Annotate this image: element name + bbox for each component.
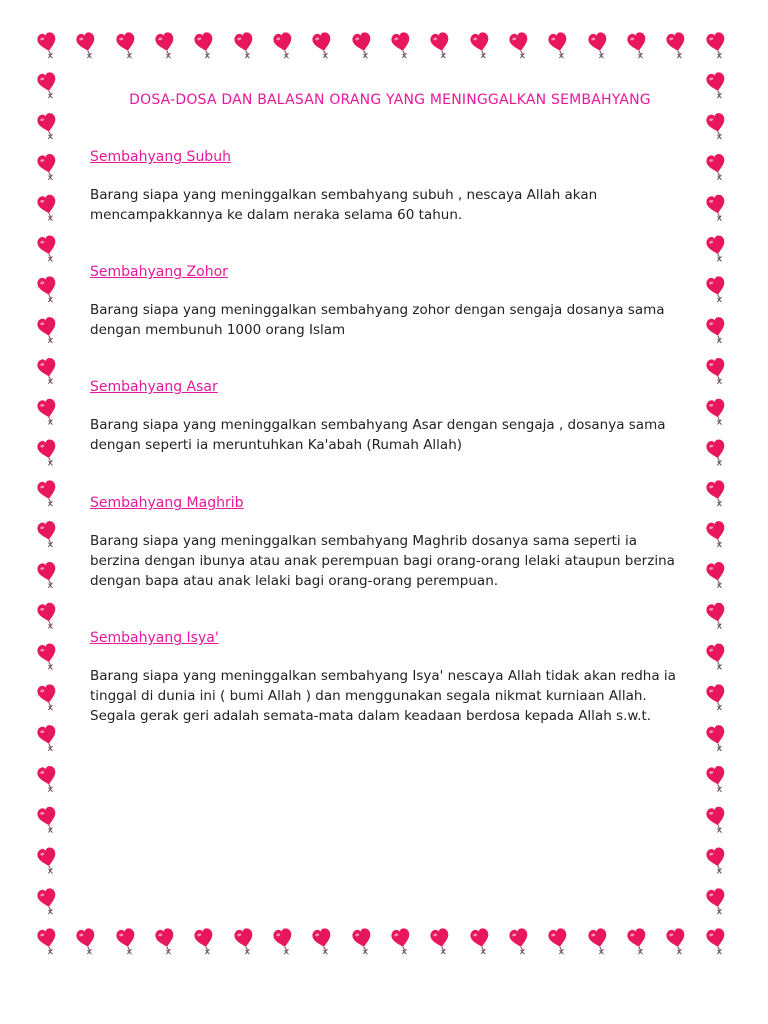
heart-balloon-icon (665, 31, 688, 60)
heart-balloon-icon (705, 520, 728, 549)
heart-balloon-icon (705, 643, 728, 672)
heart-balloon-icon (351, 927, 374, 956)
section-asar (90, 378, 690, 455)
heart-balloon-icon (193, 927, 216, 956)
heart-balloon-icon (547, 31, 570, 60)
heart-balloon-icon (705, 806, 728, 835)
section-maghrib (90, 494, 690, 591)
heart-balloon-icon (36, 357, 59, 386)
section-heading: Sembahyang Maghrib (90, 495, 244, 511)
section-heading: Sembahyang Asar (90, 379, 218, 395)
section-heading: Sembahyang Isya' (90, 630, 219, 646)
heart-balloon-icon (36, 316, 59, 345)
heart-balloon-icon (705, 847, 728, 876)
section-heading: Sembahyang Zohor (90, 264, 228, 280)
heart-balloon-icon (36, 398, 59, 427)
heart-balloon-icon (705, 316, 728, 345)
heart-balloon-icon (311, 927, 334, 956)
heart-balloon-icon (36, 927, 59, 956)
heart-balloon-icon (705, 927, 728, 956)
heart-balloon-icon (36, 439, 59, 468)
section-body: Barang siapa yang meninggalkan sembahyang Asar dengan sengaja , dosanya sama dengan seperti ia meruntuhkan Ka'abah (Rumah Allah) (90, 417, 666, 453)
heart-balloon-icon (429, 927, 452, 956)
heart-balloon-icon (705, 357, 728, 386)
heart-balloon-icon (36, 847, 59, 876)
heart-balloon-icon (705, 235, 728, 264)
heart-balloon-icon (351, 31, 374, 60)
heart-balloon-icon (36, 683, 59, 712)
heart-balloon-icon (705, 71, 728, 100)
heart-balloon-icon (705, 479, 728, 508)
heart-balloon-icon (705, 275, 728, 304)
heart-balloon-icon (508, 31, 531, 60)
heart-balloon-icon (36, 275, 59, 304)
heart-balloon-icon (115, 927, 138, 956)
heart-balloon-icon (705, 724, 728, 753)
heart-balloon-icon (587, 31, 610, 60)
heart-balloon-icon (390, 31, 413, 60)
heart-balloon-icon (36, 724, 59, 753)
section-body: Barang siapa yang meninggalkan sembahyang Isya' nescaya Allah tidak akan redha ia tinggal di dunia ini ( bumi Allah ) dan menggunakan segala nikmat kurniaan Allah. Segala gerak geri adalah semata-mata dalam keadaan berdosa kepada Allah s.w.t. (90, 668, 676, 724)
section-subuh (90, 148, 690, 225)
section-heading: Sembahyang Subuh (90, 149, 231, 165)
heart-balloon-icon (36, 31, 59, 60)
heart-balloon-icon (115, 31, 138, 60)
heart-balloon-icon (429, 31, 452, 60)
section-isya (90, 629, 690, 726)
heart-balloon-icon (705, 398, 728, 427)
section-body: Barang siapa yang meninggalkan sembahyang subuh , nescaya Allah akan mencampakkannya ke dalam neraka selama 60 tahun. (90, 187, 598, 223)
heart-balloon-icon (272, 927, 295, 956)
heart-balloon-icon (36, 765, 59, 794)
heart-balloon-icon (705, 887, 728, 916)
heart-balloon-icon (36, 235, 59, 264)
heart-balloon-icon (665, 927, 688, 956)
heart-balloon-icon (705, 194, 728, 223)
heart-balloon-icon (36, 112, 59, 141)
heart-balloon-icon (154, 31, 177, 60)
heart-balloon-icon (36, 561, 59, 590)
heart-balloon-icon (705, 439, 728, 468)
heart-balloon-icon (36, 520, 59, 549)
heart-balloon-icon (705, 153, 728, 182)
heart-balloon-icon (75, 31, 98, 60)
heart-balloon-icon (705, 765, 728, 794)
heart-balloon-icon (272, 31, 295, 60)
heart-balloon-icon (547, 927, 570, 956)
heart-balloon-icon (311, 31, 334, 60)
heart-balloon-icon (36, 806, 59, 835)
heart-balloon-icon (705, 112, 728, 141)
heart-balloon-icon (469, 927, 492, 956)
heart-balloon-icon (36, 479, 59, 508)
heart-balloon-icon (626, 31, 649, 60)
heart-balloon-icon (587, 927, 610, 956)
heart-balloon-icon (705, 683, 728, 712)
document-title: DOSA-DOSA DAN BALASAN ORANG YANG MENINGGALKAN SEMBAHYANG (129, 92, 651, 108)
document-body (90, 90, 690, 726)
heart-balloon-icon (705, 602, 728, 631)
heart-balloon-icon (233, 31, 256, 60)
heart-balloon-icon (36, 602, 59, 631)
section-body: Barang siapa yang meninggalkan sembahyang zohor dengan sengaja dosanya sama dengan membunuh 1000 orang Islam (90, 302, 665, 338)
heart-balloon-icon (36, 153, 59, 182)
heart-balloon-icon (36, 194, 59, 223)
section-body: Barang siapa yang meninggalkan sembahyang Maghrib dosanya sama seperti ia berzina dengan ibunya atau anak perempuan bagi orang-orang lelaki ataupun berzina dengan bapa atau anak lelaki bagi orang-orang perempuan. (90, 533, 675, 589)
heart-balloon-icon (705, 561, 728, 590)
heart-balloon-icon (508, 927, 531, 956)
heart-balloon-icon (36, 71, 59, 100)
heart-balloon-icon (469, 31, 492, 60)
heart-balloon-icon (390, 927, 413, 956)
heart-balloon-icon (75, 927, 98, 956)
heart-balloon-icon (154, 927, 177, 956)
heart-balloon-icon (36, 887, 59, 916)
heart-balloon-icon (193, 31, 216, 60)
heart-balloon-icon (233, 927, 256, 956)
heart-balloon-icon (626, 927, 649, 956)
heart-balloon-icon (705, 31, 728, 60)
heart-balloon-icon (36, 643, 59, 672)
section-zohor (90, 263, 690, 340)
